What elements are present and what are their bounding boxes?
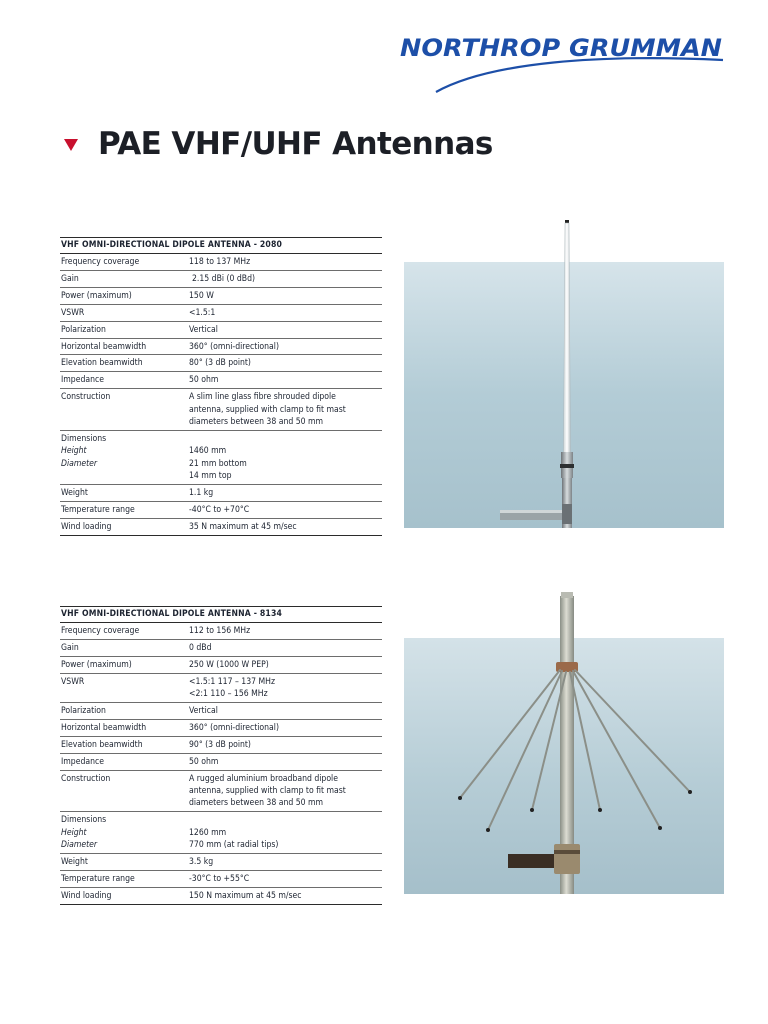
spec-value: 1260 mm 770 mm (at radial tips): [189, 827, 279, 851]
spec-value: 250 W (1000 W PEP): [189, 659, 269, 670]
spec-row-frequency: [60, 623, 382, 640]
spec-label: Weight: [61, 857, 88, 868]
spec-value: -40°C to +70°C: [189, 505, 250, 515]
spec-value: Vertical: [189, 706, 218, 717]
page-title: PAE VHF/UHF Antennas: [98, 126, 493, 162]
spec-row-vswr: [60, 305, 382, 322]
spec-value: 1.1 kg: [189, 488, 214, 499]
spec-row-power: [60, 288, 382, 305]
spec-label: Dimensions Height Diameter: [61, 815, 107, 851]
spec-label: Construction: [61, 773, 111, 784]
spec-value: Vertical: [189, 324, 218, 335]
spec-row-construction: [60, 389, 382, 431]
spec-label: Dimensions Height Diameter: [61, 433, 107, 469]
spec-table-2080: [60, 237, 382, 536]
spec-value: <1.5:1 117 – 137 MHz <2:1 110 – 156 MHz: [189, 676, 276, 700]
spec-label: Gain: [61, 273, 79, 284]
spec-value: 112 to 156 MHz: [189, 626, 251, 636]
spec-row-impedance: [60, 372, 382, 389]
spec-label: Polarization: [61, 706, 106, 717]
spec-row-vswr: [60, 674, 382, 703]
spec-label: Polarization: [61, 324, 106, 335]
spec-label: Temperature range: [61, 505, 135, 515]
spec-row-weight: [60, 485, 382, 502]
spec-value: 2.15 dBi (0 dBd): [192, 273, 256, 284]
spec-row-dimensions: [60, 812, 382, 854]
spec-label: Weight: [61, 488, 88, 499]
logo-mark: [400, 32, 725, 100]
spec-row-weight: [60, 854, 382, 871]
spec-row-power: [60, 657, 382, 674]
spec-label: Wind loading: [61, 890, 112, 901]
spec-label: Elevation beamwidth: [61, 739, 143, 750]
spec-value: -30°C to +55°C: [189, 874, 250, 884]
spec-row-horizontal-beamwidth: [60, 339, 382, 356]
triangle-bullet-icon: [64, 139, 78, 151]
spec-value: 360° (omni-directional): [189, 341, 279, 352]
spec-row-dimensions: [60, 431, 382, 485]
spec-value: 360° (omni-directional): [189, 722, 279, 733]
spec-label: Elevation beamwidth: [61, 358, 143, 369]
spec-value: 150 W: [189, 290, 214, 301]
spec-table-heading: VHF OMNI-DIRECTIONAL DIPOLE ANTENNA - 2080: [60, 237, 382, 254]
spec-value: 80° (3 dB point): [189, 358, 251, 369]
spec-value: 50 ohm: [189, 375, 219, 386]
spec-row-polarization: [60, 703, 382, 720]
spec-row-gain: [60, 271, 382, 288]
spec-label: VSWR: [61, 307, 85, 318]
spec-value: 1460 mm 21 mm bottom 14 mm top: [189, 446, 247, 482]
spec-row-elevation-beamwidth: [60, 355, 382, 372]
spec-row-construction: [60, 771, 382, 813]
spec-row-horizontal-beamwidth: [60, 720, 382, 737]
spec-row-wind-loading: [60, 519, 382, 536]
spec-row-elevation-beamwidth: [60, 737, 382, 754]
antenna-8134-photo: [404, 586, 724, 894]
spec-label: Construction: [61, 392, 111, 403]
spec-row-gain: [60, 640, 382, 657]
spec-row-temperature: [60, 502, 382, 519]
spec-value: 118 to 137 MHz: [189, 257, 251, 267]
northrop-grumman-logo: [400, 32, 725, 100]
spec-label: Frequency coverage: [61, 257, 140, 267]
spec-label: Wind loading: [61, 521, 112, 532]
spec-row-wind-loading: [60, 888, 382, 905]
spec-value: 0 dBd: [189, 642, 212, 653]
spec-value: 150 N maximum at 45 m/sec: [189, 890, 302, 901]
spec-value: <1.5:1: [189, 307, 216, 318]
spec-label: VSWR: [61, 676, 85, 687]
spec-label: Power (maximum): [61, 659, 132, 670]
spec-label: Impedance: [61, 375, 105, 386]
spec-row-temperature: [60, 871, 382, 888]
spec-label: Horizontal beamwidth: [61, 341, 147, 352]
spec-value: A rugged aluminium broadband dipole antenna, supplied with clamp to fit mast diameters between 38 and 50 mm: [189, 773, 346, 809]
spec-row-polarization: [60, 322, 382, 339]
spec-table-heading: VHF OMNI-DIRECTIONAL DIPOLE ANTENNA - 8134: [60, 606, 382, 623]
spec-value: 35 N maximum at 45 m/sec: [189, 521, 297, 532]
spec-label: Impedance: [61, 756, 105, 767]
spec-label: Power (maximum): [61, 290, 132, 301]
spec-table-8134: [60, 606, 382, 905]
spec-row-impedance: [60, 754, 382, 771]
antenna-2080-photo: [404, 214, 724, 528]
spec-row-frequency: [60, 254, 382, 271]
spec-value: 90° (3 dB point): [189, 739, 251, 750]
spec-label: Gain: [61, 642, 79, 653]
logo-wordmark: NORTHROP GRUMMAN: [400, 34, 722, 62]
spec-value: A slim line glass fibre shrouded dipole antenna, supplied with clamp to fit mast diameters between 38 and 50 mm: [189, 392, 346, 428]
spec-label: Temperature range: [61, 874, 135, 884]
spec-value: 50 ohm: [189, 756, 219, 767]
spec-value: 3.5 kg: [189, 857, 214, 868]
page-header: [64, 120, 493, 168]
spec-label: Horizontal beamwidth: [61, 722, 147, 733]
spec-label: Frequency coverage: [61, 626, 140, 636]
